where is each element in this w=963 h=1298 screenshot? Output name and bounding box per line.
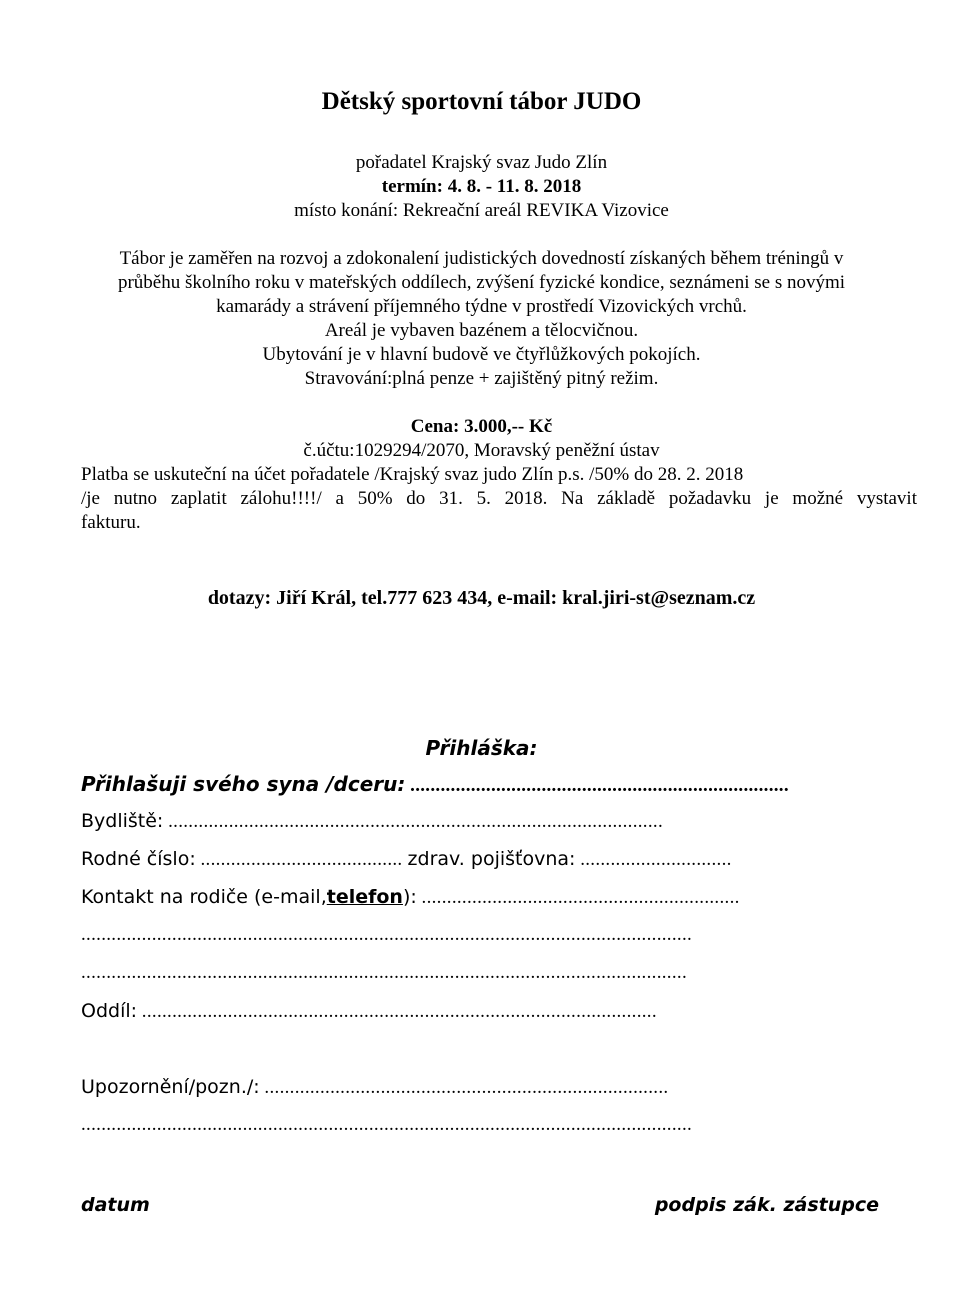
payment-text-1: Platba se uskuteční na účet pořadatele /Krajský svaz judo Zlín p.s. /50% do 28. 2. 2018 <box>81 464 744 485</box>
bank-account: č.účtu:1029294/2070, Moravský peněžní ústav <box>303 440 660 461</box>
child-name-row <box>81 772 925 797</box>
notes-line-2[interactable] <box>81 1114 925 1136</box>
club-field[interactable]: ...................................................................................................... <box>141 1001 657 1022</box>
parent-contact-line-3[interactable] <box>81 962 925 984</box>
venue: místo konání: Rekreační areál REVIKA Vizovice <box>294 200 669 221</box>
description-line-1: Tábor je zaměřen na rozvoj a zdokonalení judistických dovedností získaných během tréningů v <box>119 248 844 269</box>
parent-contact-label-suffix: ): <box>402 886 417 908</box>
residence-row <box>81 810 925 833</box>
event-date: termín: 4. 8. - 11. 8. 2018 <box>381 176 582 197</box>
payment-text-3: fakturu. <box>81 512 141 533</box>
signature-label: podpis zák. zástupce <box>654 1194 879 1216</box>
description-line-5: Ubytování je v hlavní budově ve čtyřlůžkových pokojích. <box>262 344 701 365</box>
date-label: datum <box>81 1194 150 1216</box>
price: Cena: 3.000,-- Kč <box>410 416 553 437</box>
payment-text-2: /je nutno zaplatit zálohu!!!!/ a 50% do 31. 5. 2018. Na základě požadavku je možné vystavit <box>81 488 917 509</box>
parent-contact-field-2[interactable]: ......................................................................................................................... <box>81 924 693 945</box>
parent-contact-row <box>81 886 925 909</box>
notes-field-2[interactable]: ......................................................................................................................... <box>81 1114 693 1135</box>
birth-number-label: Rodné číslo: <box>81 848 196 870</box>
birth-number-field[interactable]: ........................................ <box>200 849 408 870</box>
residence-label: Bydliště: <box>81 810 164 832</box>
form-heading: Přihláška: <box>425 736 538 760</box>
parent-contact-line-2[interactable] <box>81 924 925 946</box>
birth-number-row <box>81 848 925 871</box>
parent-contact-field-3[interactable]: ........................................................................................................................ <box>81 962 687 983</box>
notes-row <box>81 1076 925 1099</box>
parent-contact-label-emph: telefon <box>326 886 403 908</box>
parent-contact-label-prefix: Kontakt na rodiče (e-mail, <box>81 886 327 908</box>
organizer: pořadatel Krajský svaz Judo Zlín <box>355 152 608 173</box>
child-name-label: Přihlašuji svého syna /dceru: <box>81 772 406 796</box>
description-line-3: kamarády a strávení příjemného týdne v prostředí Vizovických vrchů. <box>216 296 747 317</box>
club-label: Oddíl: <box>81 1000 138 1022</box>
description-line-4: Areál je vybaven bazénem a tělocvičnou. <box>324 320 639 341</box>
contact-info: dotazy: Jiří Král, tel.777 623 434, e-mail: kral.jiri-st@seznam.cz <box>207 587 756 609</box>
residence-field[interactable]: .................................................................................................. <box>168 811 663 832</box>
child-name-field[interactable]: ........................................................................... <box>410 775 789 796</box>
parent-contact-field[interactable]: ............................................................... <box>421 887 740 908</box>
notes-field[interactable]: ................................................................................ <box>264 1077 669 1098</box>
insurance-label: zdrav. pojišťovna: <box>407 848 576 870</box>
insurance-field[interactable]: .............................. <box>580 849 732 870</box>
description-line-6: Stravování:plná penze + zajištěný pitný režim. <box>304 368 659 389</box>
page-title: Dětský sportovní tábor JUDO <box>321 88 642 115</box>
description-line-2: průběhu školního roku v mateřských oddílech, zvýšení fyzické kondice, seznámeni se s novými <box>117 272 846 293</box>
club-row <box>81 1000 925 1023</box>
notes-label: Upozornění/pozn./: <box>81 1076 260 1098</box>
